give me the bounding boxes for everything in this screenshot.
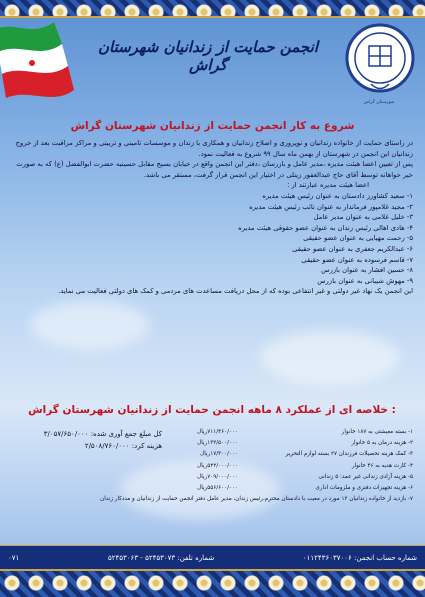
closing-paragraph: این انجمن یک نهاد غیر دولتی و غیر انتفاعی بوده که از محل دریافت مساعدت های مردمی و کمک های دولتی فعالیت می نماید.	[58, 287, 413, 296]
board-member: ۴- هادی اهالی رئیس زندان به عنوان عضو حقوقی هیئت مدیره	[238, 223, 413, 232]
account-number: ۰۱۱۲۴۳۶۰۳۷۰۰۶	[302, 553, 352, 562]
page-title: انجمن حمایت از زندانیان شهرستان گراش	[97, 38, 319, 74]
intro-body	[13, 138, 413, 297]
bottom-tile-border	[0, 569, 425, 597]
performance-item-visits: ۷- بازدید از خانواده زندانیان ۱۲ مورد در معیت با دادستان محترم،رئیس زندان، مدیر عامل دفتر انجمن حمایت از زندانیان و مددکار زندان	[100, 496, 413, 503]
cloud	[30, 300, 150, 350]
board-member: ۳- خلیل غلامی به عنوان مدیر عامل	[313, 213, 413, 222]
performance-label: ۲- هزینه درمان به ۵ خانوار	[351, 440, 413, 447]
performance-amount: ۷۱۱/۴۶۰/۰۰۰ریال	[197, 429, 238, 435]
performance-amount: ۵۵۶/۶۰۰/۰۰۰ریال	[197, 485, 238, 492]
total-collected	[12, 428, 162, 440]
totals-box	[12, 428, 162, 452]
performance-label: ۵- هزینه آزادی زندانی غیر عمد: ۵ زندانی	[318, 473, 413, 480]
performance-amount: ۷۰۹/۰۰۰/۰۰۰ریال	[197, 473, 238, 480]
intro-heading: شروع به کار انجمن حمایت از زندانیان شهرستان گراش	[70, 120, 355, 132]
summary-heading: خلاصه ای از عملکرد ۸ ماهه انجمن حمایت از زندانیان شهرستان گراش :	[28, 404, 396, 416]
cloud	[260, 330, 400, 385]
phone-info	[108, 554, 214, 562]
total-collected-value: ۳/۰۵۷/۶۵۰/۰۰۰	[43, 430, 89, 438]
intro-paragraph: پس از تعیین اعضا هیئت مدیره ،مدیر عامل و بازرسان ،دفتر این انجمن واقع در خیابان بسیج مقابل حسینیه حضرت ابوالفضل (ع) که به صورت خیر خواهانه توسط آقای حاج عبدالغفور زینلی در اختیار این انجمن قرار گرفت، مستقر می باشد.	[16, 160, 413, 179]
iran-flag-icon	[0, 8, 74, 128]
intro-paragraph: در راستای حمایت از خانواده زندانیان و نوپروری و اصلاح زندانیان و همکاری با زندان و موسسات تامینی و تربیتی و مراکز مراقبت بعد از خروج زندانیان این انجمن در شهرستان از بهمن ماه سال ۹۹ شروع به فعالیت نمود.	[15, 139, 413, 158]
emblem-caption: شهرستان گراش	[363, 100, 395, 105]
association-emblem-icon	[345, 20, 415, 102]
board-member: ۲- مجید غلامپور فرماندار به عنوان نائب رئیس هیئت مدیره	[249, 202, 413, 211]
account-label: شماره حساب انجمن:	[354, 553, 417, 562]
board-member: ۷- قاسم فرسوده به عنوان عضو حقیقی	[301, 255, 413, 264]
performance-item	[13, 483, 413, 494]
board-member: ۹- مهوش شیبانی به عنوان بازرس	[317, 276, 413, 285]
account-info	[303, 554, 417, 562]
phone-label: شماره تلفن:	[177, 553, 215, 562]
total-spent	[12, 440, 162, 452]
total-collected-label: کل مبلغ جمع آوری شده:	[90, 430, 162, 438]
board-intro: اعضا هیئت مدیره عبارتند از :	[287, 181, 369, 190]
performance-label: ۳- کمک هزینه تحصیلات فرزندان ۲۷ بسته لوازم التحریر	[285, 451, 413, 458]
performance-amount: ۱۳۳/۵۰۰/۰۰۰ریال	[197, 440, 238, 447]
total-spent-label: هزینه کرد:	[131, 442, 162, 450]
board-member: ۶- عبدالکریم جعفری به عنوان عضو حقیقی	[292, 244, 413, 253]
performance-amount: ۱۷/۳۰۰/۰۰۰ریال	[200, 451, 238, 458]
performance-label: ۱- بسته معیشتی به ۱۸۷ خانوار	[341, 429, 413, 435]
board-member: ۸- حسین افشار به عنوان بازرس	[321, 266, 413, 275]
board-member: ۱- سعید کشاورز دادستان به عنوان رئیس هیئت مدیره	[262, 191, 413, 200]
board-members-list	[13, 191, 413, 286]
phone-number: ۵۲۴۵۳۰۷۳ - ۵۲۴۵۳۰۶۳	[108, 553, 176, 562]
performance-label: ۶- هزینه تجهیزات دفتری و ملزومات اداری	[315, 485, 413, 492]
board-member: ۵- رحمت مهیایی به عنوان عضو حقیقی	[303, 234, 413, 243]
total-spent-value: ۲/۵۰۸/۷۶۰/۰۰۰	[84, 442, 130, 450]
area-code: ۰۷۱	[8, 553, 20, 562]
performance-item	[13, 472, 413, 483]
performance-label: ۴- کارت هدیه به ۴۶ خانوار	[351, 462, 413, 469]
contact-footer	[0, 545, 425, 569]
performance-amount: ۵۲۲/۰۰۰/۰۰۰ریال	[197, 462, 238, 469]
performance-item	[13, 461, 413, 472]
